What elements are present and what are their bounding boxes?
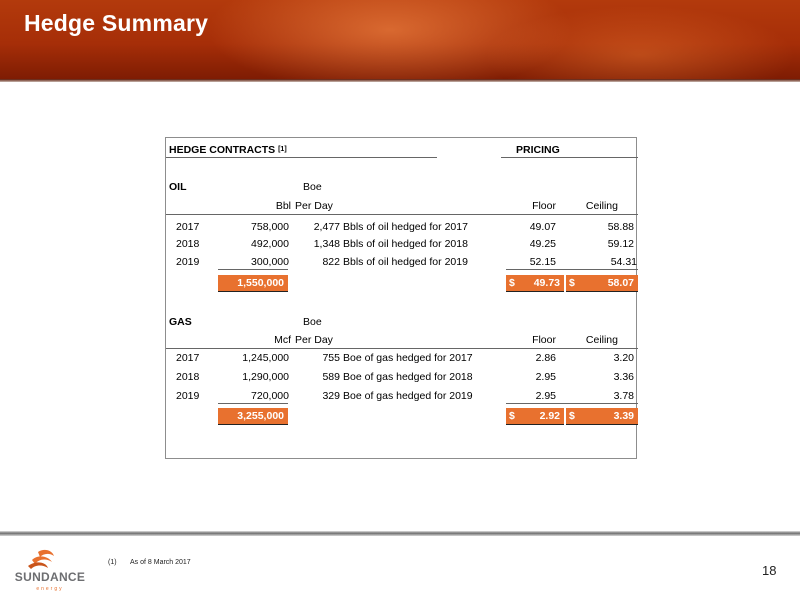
title-underline [166,157,437,158]
volume-cell: 1,290,000 [242,371,289,383]
description-cell: Boe of gas hedged for 2019 [343,390,473,402]
logo-subtext: energy [36,586,64,592]
table-title: HEDGE CONTRACTS [1] [169,144,287,156]
year-cell: 2018 [176,238,200,250]
ceiling-cell: 3.78 [613,390,634,402]
title-banner [0,0,800,79]
gas-total-ceiling: $ 3.39 [566,408,638,425]
floor-cell: 2.95 [535,390,556,402]
oil-ceiling-header: Ceiling [585,200,618,212]
oil-total-volume: 1,550,000 [218,275,288,292]
gas-total-floor: $ 2.92 [506,408,564,425]
floor-cell: 2.86 [535,352,556,364]
gas-ceiling-header: Ceiling [585,334,618,346]
volume-cell: 492,000 [251,238,289,250]
ceiling-cell: 59.12 [607,238,634,250]
oil-pricing-sum-rule [506,269,638,270]
gas-volume-header: Mcf [274,334,291,346]
gas-volume-sum-rule [218,403,288,404]
gas-total-volume: 3,255,000 [218,408,288,425]
table-title-footnote-ref: [1] [278,146,287,153]
oil-section-label: OIL [169,181,187,193]
year-cell: 2017 [176,352,200,364]
volume-cell: 720,000 [251,390,289,402]
per-day-cell: 1,348 [313,238,340,250]
description-cell: Boe of gas hedged for 2017 [343,352,473,364]
year-cell: 2017 [176,221,200,233]
ceiling-cell: 3.36 [613,371,634,383]
description-cell: Bbls of oil hedged for 2018 [343,238,468,250]
gas-section-label: GAS [169,316,192,328]
per-day-cell: 822 [322,256,340,268]
per-day-cell: 329 [322,390,340,402]
floor-cell: 2.95 [535,371,556,383]
gas-boe-header: Boe [303,316,322,328]
year-cell: 2019 [176,390,200,402]
year-cell: 2018 [176,371,200,383]
sundance-logo-mark [8,548,92,594]
header-divider [0,79,800,82]
oil-header-rule [166,214,638,215]
description-cell: Bbls of oil hedged for 2017 [343,221,468,233]
description-cell: Boe of gas hedged for 2018 [343,371,473,383]
hedge-summary-table [165,137,637,459]
footnote [108,559,191,566]
ceiling-cell: 54.31 [610,256,637,268]
pricing-underline [501,157,638,158]
oil-per-day-header: Per Day [295,200,333,212]
floor-cell: 49.25 [529,238,556,250]
per-day-cell: 589 [322,371,340,383]
per-day-cell: 755 [322,352,340,364]
gas-floor-header: Floor [532,334,556,346]
ceiling-cell: 3.20 [613,352,634,364]
footer-divider [0,531,800,536]
oil-boe-header: Boe [303,181,322,193]
gas-pricing-sum-rule [506,403,638,404]
year-cell: 2019 [176,256,200,268]
footnote-text: As of 8 March 2017 [130,559,191,566]
floor-cell: 52.15 [529,256,556,268]
oil-total-ceiling: $ 58.07 [566,275,638,292]
gas-header-rule [166,348,638,349]
oil-floor-header: Floor [532,200,556,212]
volume-cell: 300,000 [251,256,289,268]
floor-cell: 49.07 [529,221,556,233]
description-cell: Bbls of oil hedged for 2019 [343,256,468,268]
pricing-header: PRICING [516,144,560,156]
page-number: 18 [762,563,777,578]
per-day-cell: 2,477 [313,221,340,233]
volume-cell: 758,000 [251,221,289,233]
oil-volume-sum-rule [218,269,288,270]
logo-wordmark: SUNDANCE [14,570,86,584]
page-title: Hedge Summary [24,10,209,36]
oil-total-floor: $ 49.73 [506,275,564,292]
volume-cell: 1,245,000 [242,352,289,364]
footnote-number: (1) [108,559,117,566]
ceiling-cell: 58.88 [607,221,634,233]
gas-per-day-header: Per Day [295,334,333,346]
sundance-logo [8,548,92,594]
oil-volume-header: Bbl [275,200,291,212]
